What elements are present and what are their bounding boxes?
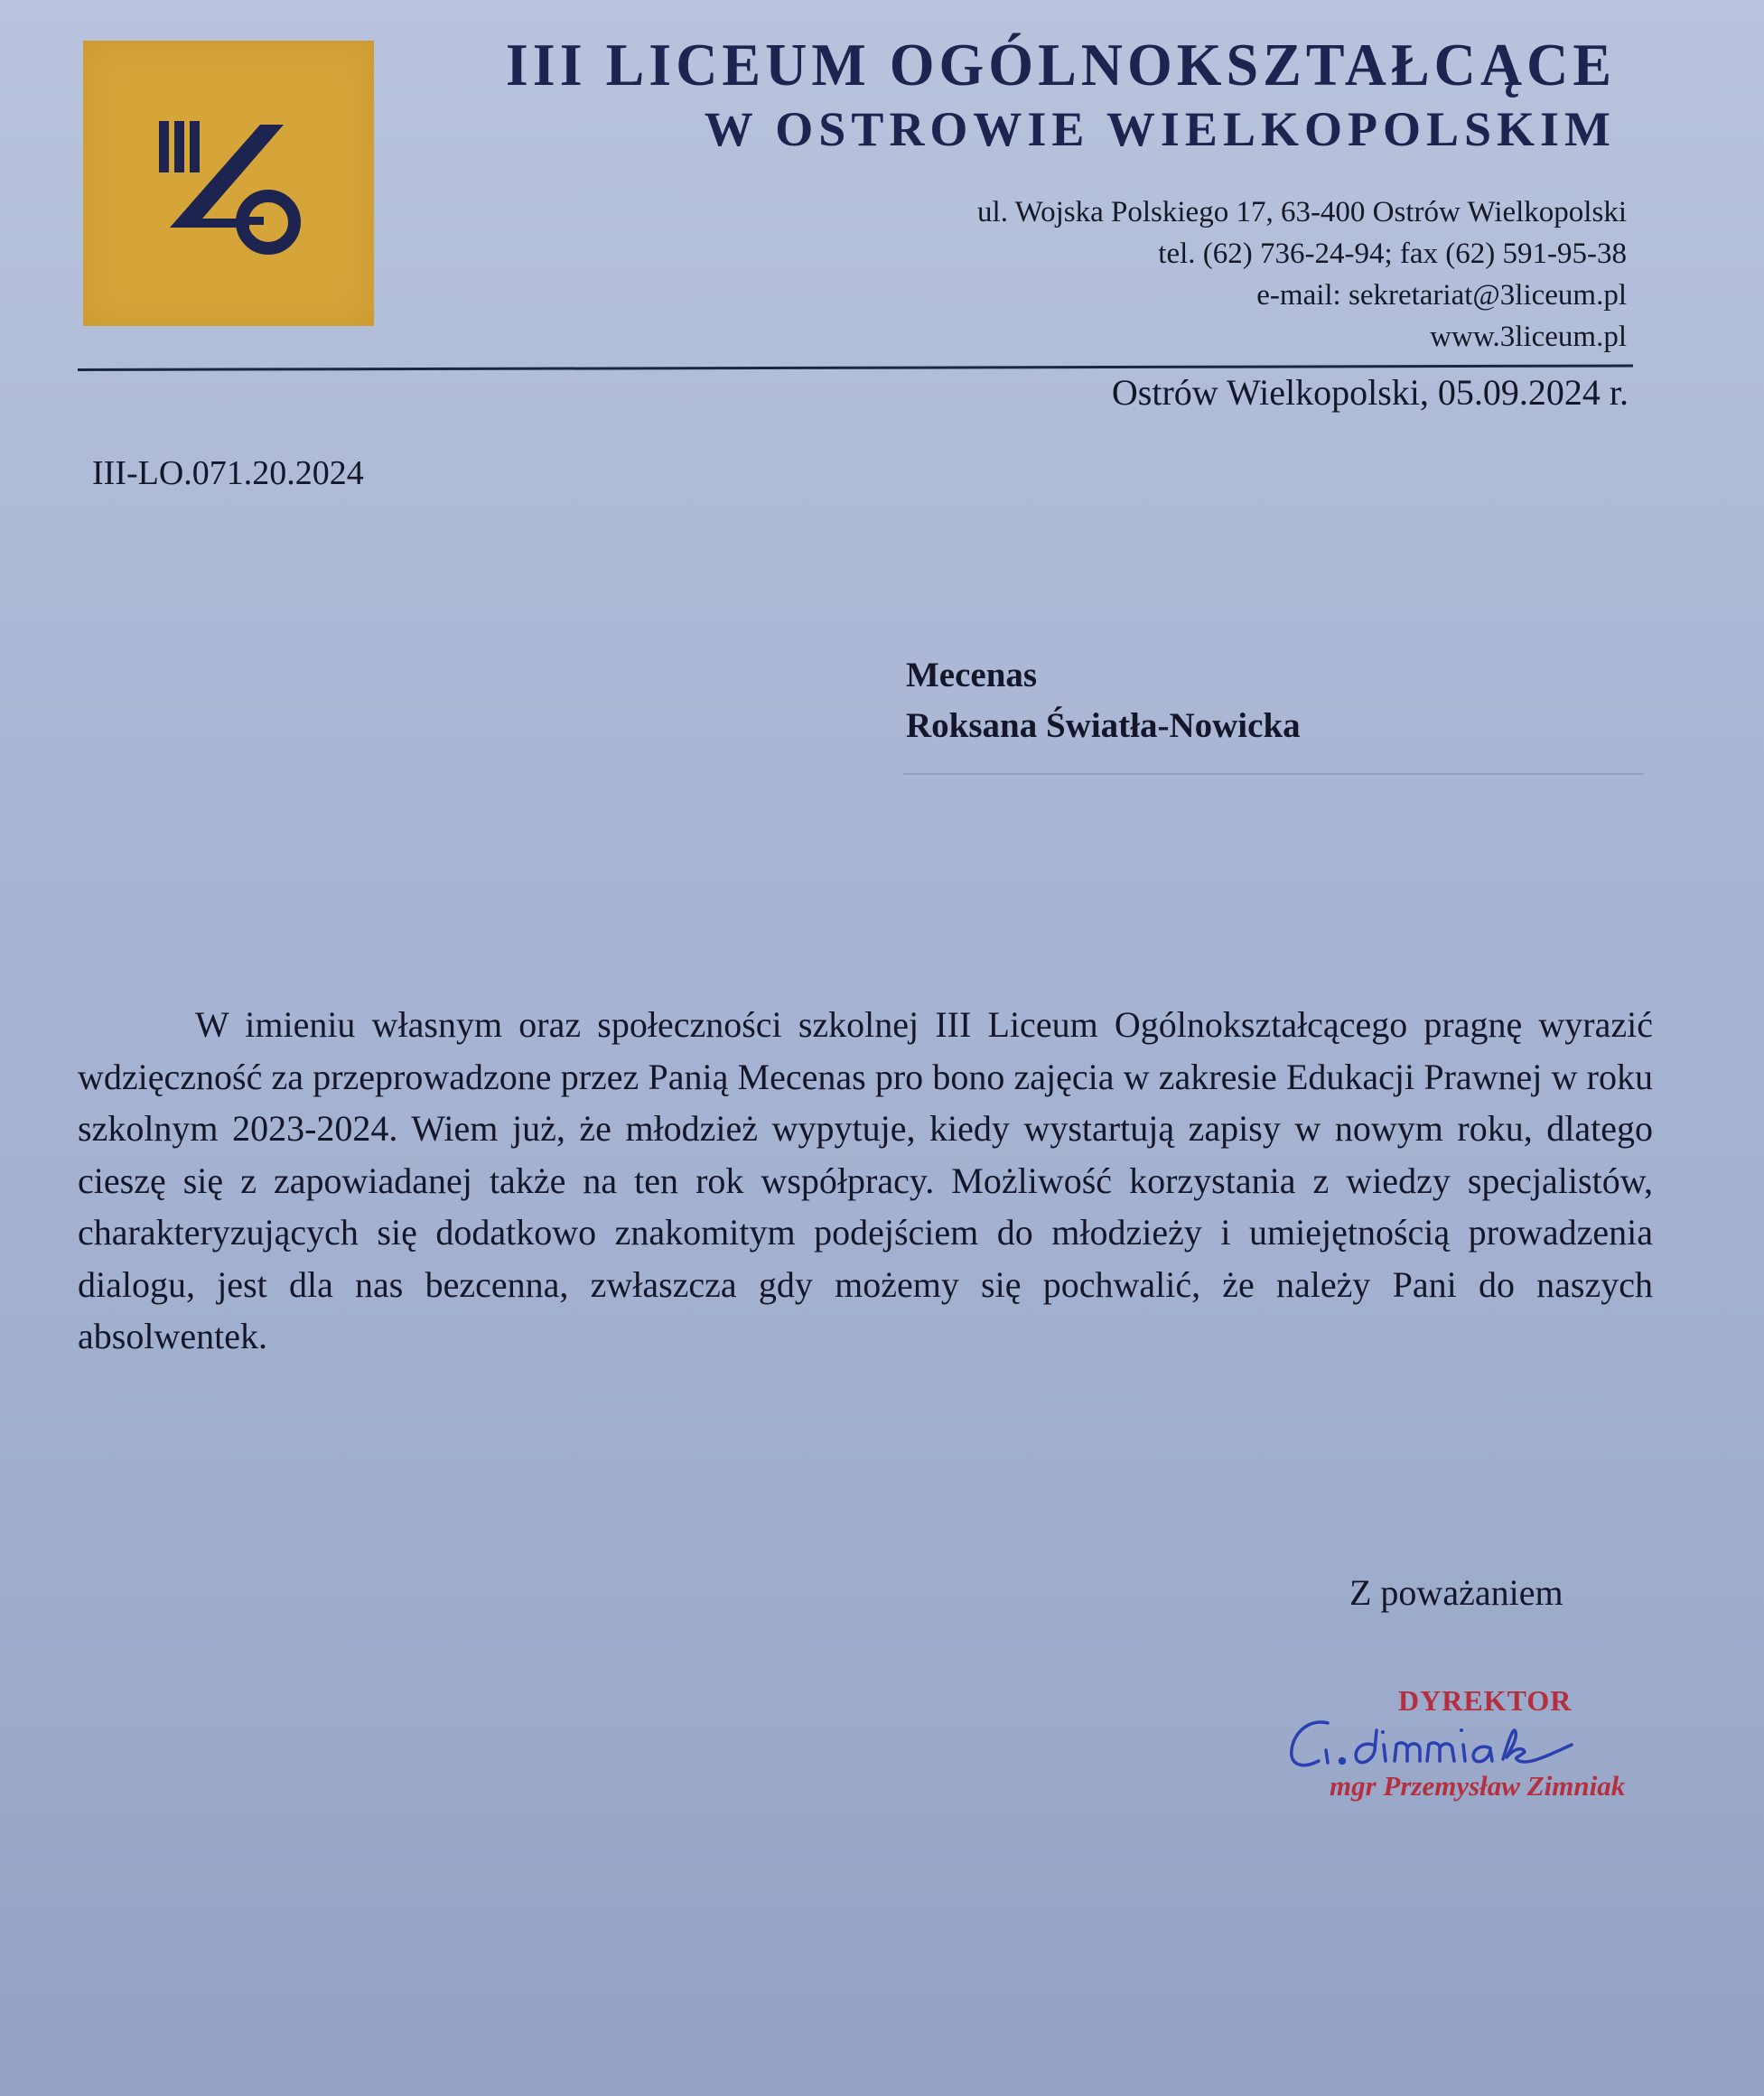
school-name-line1: III LICEUM OGÓLNOKSZTAŁCĄCE xyxy=(505,31,1616,98)
paper-fold-line xyxy=(903,773,1644,775)
website-line: www.3liceum.pl xyxy=(1430,321,1627,353)
address-line: ul. Wojska Polskiego 17, 63-400 Ostrów Wielkopolski xyxy=(977,196,1627,228)
place-date: Ostrów Wielkopolski, 05.09.2024 r. xyxy=(1111,372,1629,413)
recipient-block xyxy=(906,650,1301,751)
email-line: e-mail: sekretariat@3liceum.pl xyxy=(1256,279,1627,312)
logo-mark-icon xyxy=(83,41,374,326)
recipient-name: Roksana Światła-Nowicka xyxy=(906,706,1301,745)
stamp-title: DYREKTOR xyxy=(1398,1684,1573,1717)
closing-phrase: Z poważaniem xyxy=(1349,1572,1563,1613)
reference-number: III-LO.071.20.2024 xyxy=(92,454,364,492)
school-logo xyxy=(83,41,374,326)
phone-fax-line: tel. (62) 736-24-94; fax (62) 591-95-38 xyxy=(1158,238,1627,270)
letter-body: W imieniu własnym oraz społeczności szkolnej III Liceum Ogólnokształcącego pragnę wyrazić wdzięczność za przeprowadzone przez Panią Mecenas pro bono zajęcia w zakresie Edukacji Prawnej w roku szkolnym 2023-2024. Wiem już, że młodzież wypytuje, kiedy wystartują zapisy w nowym roku, dlatego cieszę się z zapowiadanej także na ten rok współpracy. Możliwość korzystania z wiedzy specjalistów, charakteryzujących się dodatkowo znakomitym podejściem do młodzieży i umiejętnością prowadzenia dialogu, jest dla nas bezcenna, zwłaszcza gdy możemy się pochwalić, że należy Pani do naszych absolwentek. xyxy=(78,1004,1653,1356)
school-name xyxy=(505,31,1616,156)
school-name-line2: W OSTROWIE WIELKOPOLSKIM xyxy=(704,102,1616,156)
stamp-name: mgr Przemysław Zimniak xyxy=(1330,1770,1626,1802)
recipient-title: Mecenas xyxy=(906,656,1038,694)
contact-block xyxy=(977,191,1627,358)
